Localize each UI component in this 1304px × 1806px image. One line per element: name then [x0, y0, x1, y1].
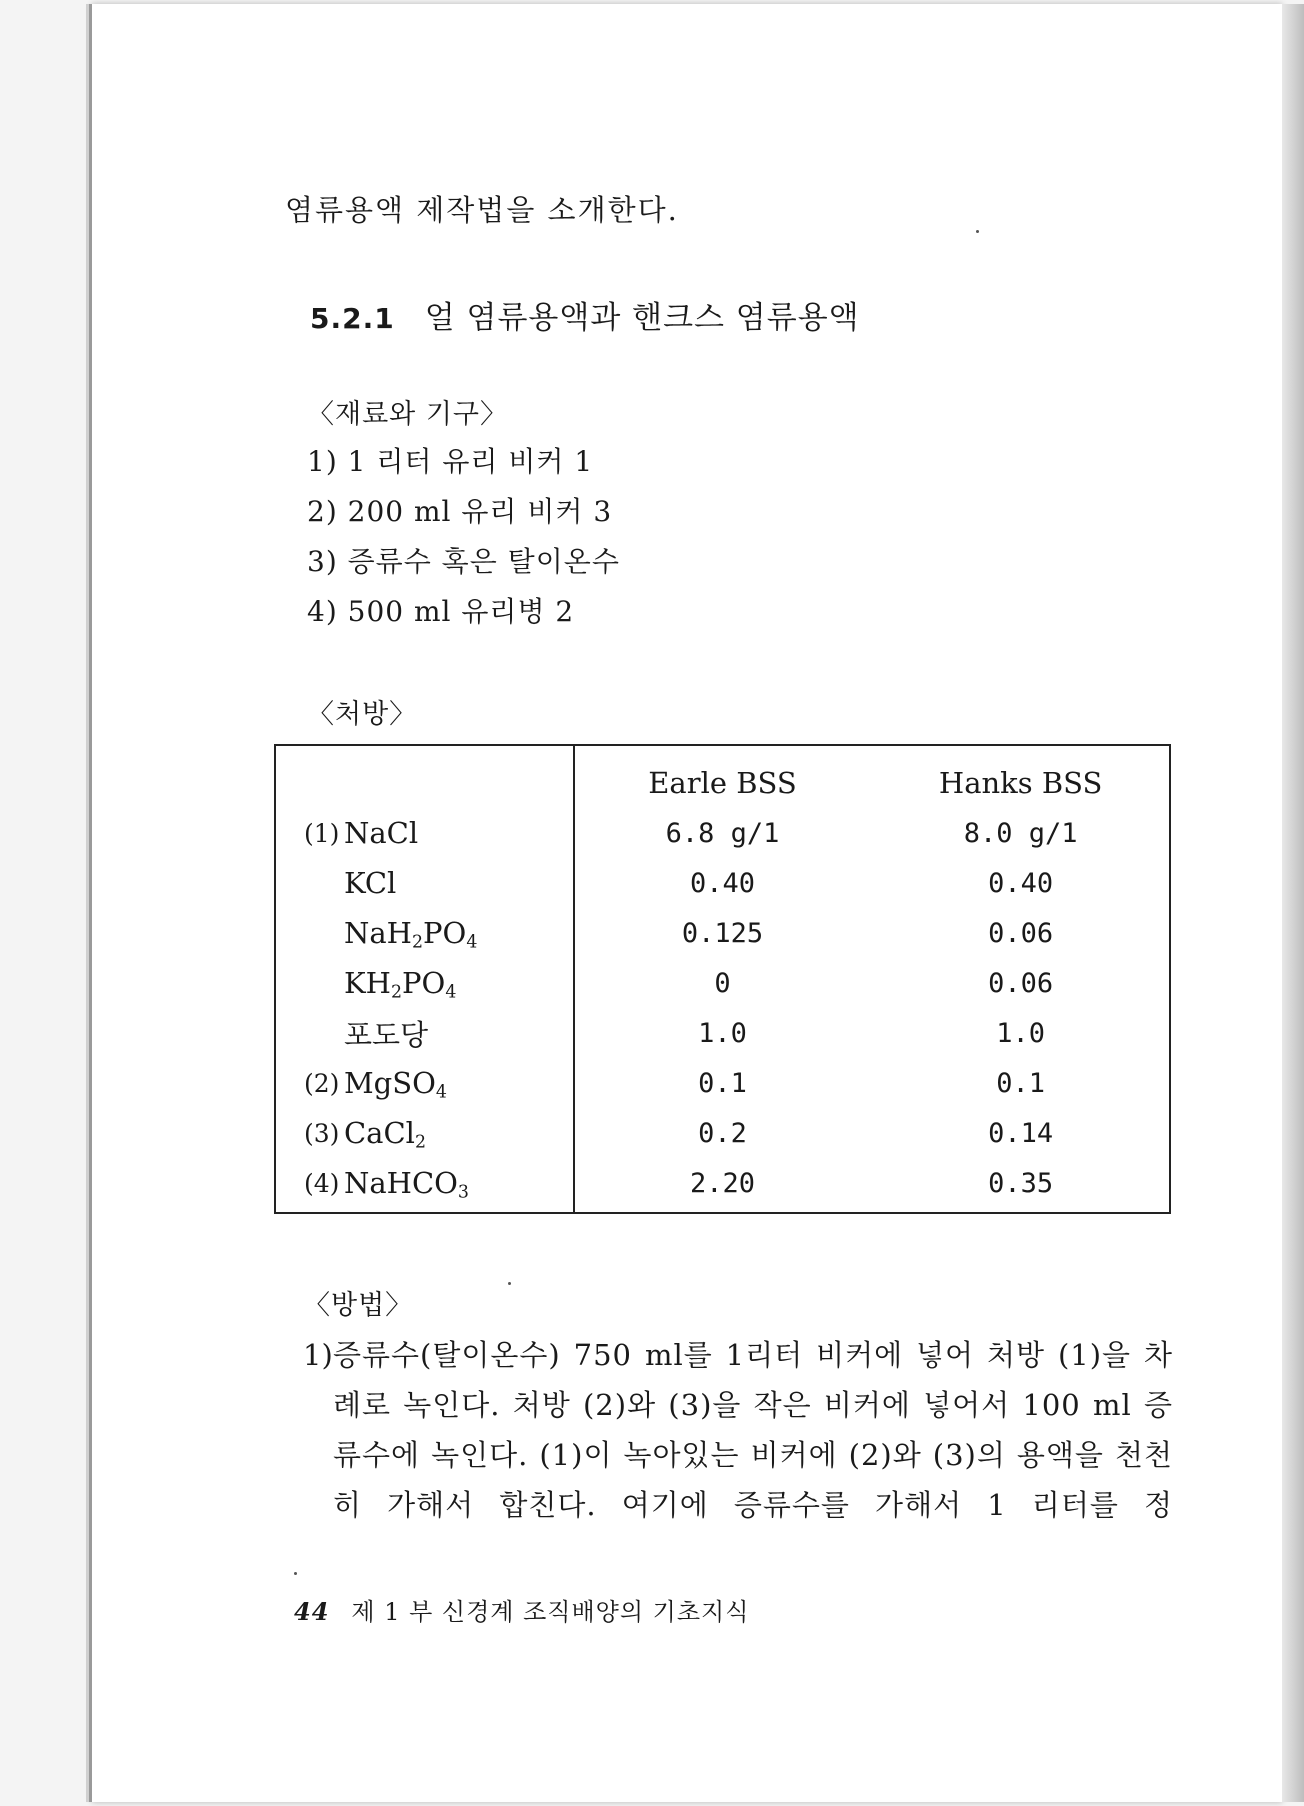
table-row [276, 808, 1169, 858]
step-text: 증류수(탈이온수) 750 ml를 1리터 비커에 넣어 처방 (1)을 차례로 녹인다. 처방 (2)와 (3)을 작은 비커에 넣어서 100 ml 증류수에 녹인다. (1)이 녹아있는 비커에 (2)와 (3)의 용액을 천천히 가해서 합친다. 여기에 증류수를 가해서 1 리터를 정 [333, 1338, 1173, 1522]
hanks-value: 8.0 g/1 [963, 817, 1078, 849]
row-group: (4) [304, 1168, 340, 1198]
running-title: 제 1 부 신경계 조직배양의 기초지식 [351, 1598, 750, 1626]
method-step [303, 1330, 1173, 1530]
earle-value: 0.40 [690, 867, 756, 899]
hanks-value: 0.06 [988, 917, 1054, 949]
method-label: 〈방법〉 [303, 1290, 414, 1321]
row-group: (2) [304, 1068, 340, 1098]
list-item: 4) 500 ml 유리병 2 [307, 595, 575, 628]
speck [508, 1282, 511, 1285]
table-row [276, 1158, 1169, 1208]
header-earle: Earle BSS [648, 766, 797, 800]
earle-value: 2.20 [690, 1167, 756, 1199]
page-number: 44 [294, 1597, 330, 1626]
row-group: (1) [304, 818, 340, 848]
earle-value: 0 [714, 967, 731, 999]
materials-label: 〈재료와 기구〉 [307, 399, 508, 430]
header-hanks: Hanks BSS [938, 766, 1103, 800]
row-group: (3) [304, 1118, 340, 1148]
recipe-label: 〈처방〉 [307, 699, 418, 730]
table-row [276, 1008, 1169, 1058]
table-row [276, 908, 1169, 958]
page-edge [1282, 4, 1304, 1802]
row-compound: NaHCO$_3$ [343, 1166, 469, 1203]
recipe-table [274, 744, 1171, 1214]
row-compound: NaCl [343, 816, 419, 850]
table-row [276, 858, 1169, 908]
list-item: 1) 1 리터 유리 비커 1 [307, 445, 594, 478]
hanks-value: 0.35 [988, 1167, 1054, 1199]
section-heading [310, 292, 860, 337]
list-item: 3) 증류수 혹은 탈이온수 [307, 545, 620, 578]
section-title: 얼 염류용액과 핸크스 염류용액 [424, 300, 860, 336]
row-compound: MgSO$_4$ [343, 1066, 447, 1103]
row-compound: $NaH_2PO_4$ [343, 916, 478, 953]
table-row [276, 958, 1169, 1008]
speck [976, 230, 979, 233]
hanks-value: 0.40 [988, 867, 1054, 899]
row-compound: CaCl$_2$ [343, 1116, 427, 1153]
intro-text: 염류용액 제작법을 소개한다. [285, 193, 679, 227]
list-item: 2) 200 ml 유리 비커 3 [307, 495, 613, 528]
table-header-row [276, 758, 1169, 808]
hanks-value: 1.0 [996, 1017, 1046, 1049]
table-row [276, 1108, 1169, 1158]
row-group [276, 958, 344, 1008]
hanks-value: 0.06 [988, 967, 1054, 999]
row-compound: KCl [343, 866, 397, 900]
earle-value: 0.2 [698, 1117, 747, 1149]
materials-list [307, 437, 620, 637]
step-number: 1) [303, 1338, 333, 1372]
row-group [276, 908, 344, 958]
row-group [276, 1008, 344, 1058]
earle-value: 0.125 [681, 917, 764, 949]
earle-value: 1.0 [698, 1017, 747, 1049]
row-group [276, 858, 344, 908]
hanks-value: 0.14 [988, 1117, 1054, 1149]
earle-value: 6.8 g/1 [665, 817, 780, 849]
row-compound: 포도당 [343, 1017, 429, 1052]
page-footer [294, 1592, 749, 1627]
speck [294, 1572, 297, 1575]
section-number: 5.2.1 [310, 302, 395, 335]
hanks-value: 0.1 [996, 1067, 1046, 1099]
table-row [276, 1058, 1169, 1108]
row-compound: $KH_2PO_4$ [343, 966, 457, 1003]
earle-value: 0.1 [698, 1067, 747, 1099]
